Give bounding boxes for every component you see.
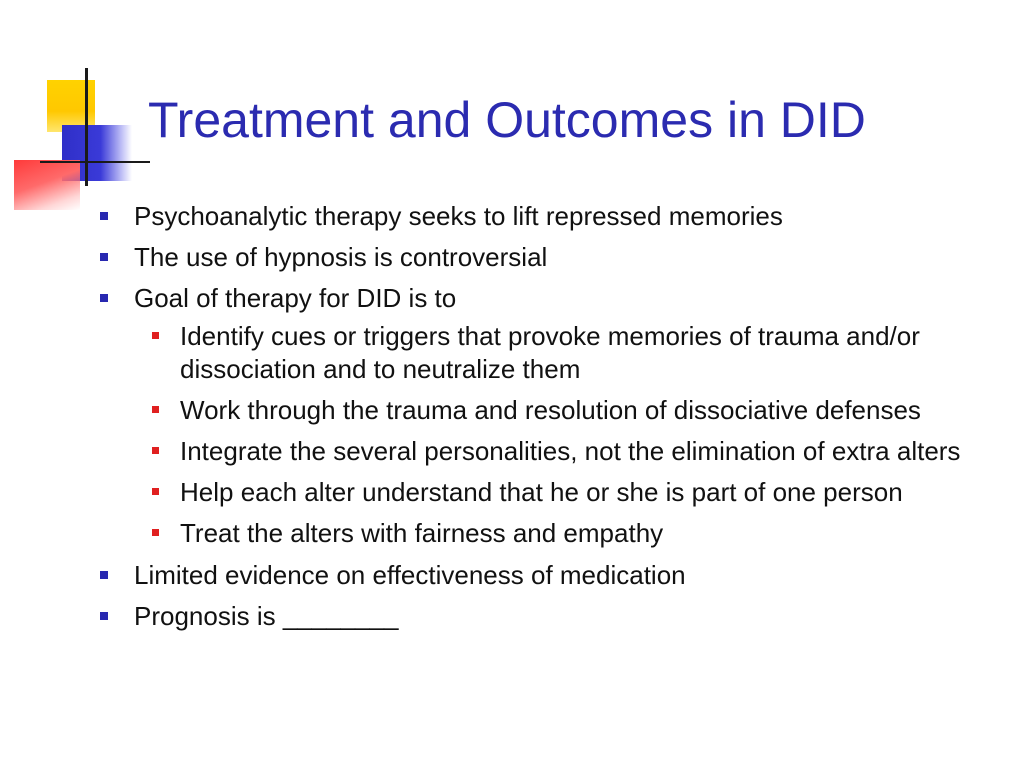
sub-bullet-item [134, 517, 986, 550]
sub-bullet-item [134, 320, 986, 386]
red-square-bullet-icon [152, 447, 159, 454]
horizontal-line [40, 161, 150, 163]
slide-title: Treatment and Outcomes in DID [148, 92, 866, 148]
bullet-item [96, 241, 986, 273]
red-square-bullet-icon [152, 529, 159, 536]
bullet-item [96, 200, 986, 232]
bullet-text: The use of hypnosis is controversial [134, 242, 548, 272]
sub-bullet-text: Integrate the several personalities, not the elimination of extra alters [180, 436, 961, 466]
bullet-text: Prognosis is ________ [134, 601, 399, 631]
square-bullet-icon [100, 253, 108, 261]
sub-bullet-text: Identify cues or triggers that provoke memories of trauma and/or dissociation and to neutralize them [180, 321, 920, 384]
sub-bullet-item [134, 435, 986, 468]
bullet-text: Psychoanalytic therapy seeks to lift repressed memories [134, 201, 783, 231]
square-bullet-icon [100, 612, 108, 620]
sub-bullet-text: Treat the alters with fairness and empathy [180, 518, 664, 548]
red-square-bullet-icon [152, 488, 159, 495]
sub-bullet-item [134, 476, 986, 509]
square-bullet-icon [100, 571, 108, 579]
bullet-text: Goal of therapy for DID is to [134, 283, 457, 313]
bullet-text: Limited evidence on effectiveness of medication [134, 560, 686, 590]
square-bullet-icon [100, 294, 108, 302]
bullet-list [96, 200, 986, 632]
decorative-squares-logo [0, 0, 150, 215]
red-square [14, 160, 80, 210]
bullet-item [96, 559, 986, 591]
sub-bullet-text: Help each alter understand that he or she is part of one person [180, 477, 903, 507]
square-bullet-icon [100, 212, 108, 220]
vertical-line [85, 68, 88, 186]
red-square-bullet-icon [152, 332, 159, 339]
bullet-item [96, 600, 986, 632]
sub-bullet-list [134, 320, 986, 550]
sub-bullet-item [134, 394, 986, 427]
bullet-item [96, 282, 986, 550]
red-square-bullet-icon [152, 406, 159, 413]
sub-bullet-text: Work through the trauma and resolution of dissociative defenses [180, 395, 921, 425]
